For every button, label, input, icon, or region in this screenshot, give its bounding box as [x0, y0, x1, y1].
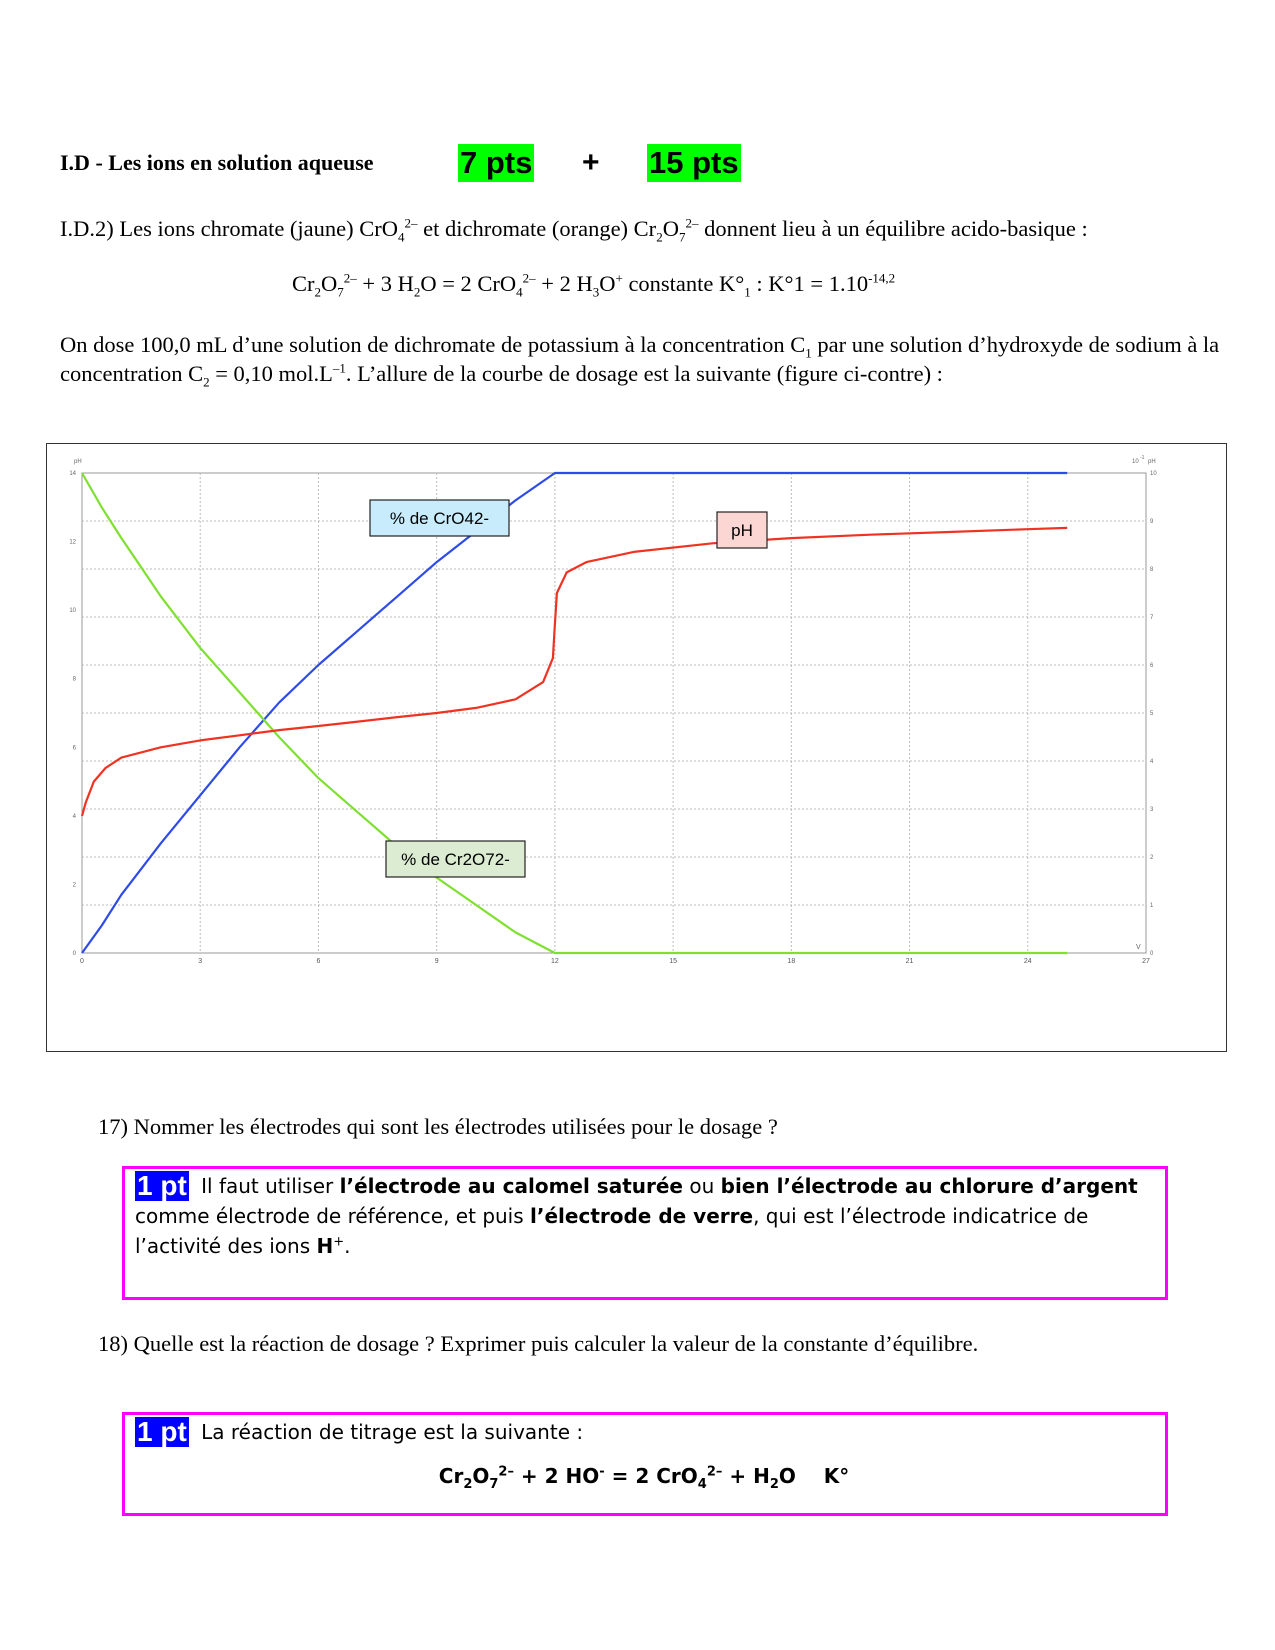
y-right-tick-label: 3	[1150, 807, 1154, 813]
y-right-tick-label: 1	[1150, 903, 1154, 909]
titration-chart	[47, 444, 1226, 1051]
intro-line: I.D.2) Les ions chromate (jaune) CrO$_4^{2-}$ et dichromate (orange) $Cr_2O_7^{2-}$ donnent lieu à un équilibre acido-basique :	[60, 215, 1088, 245]
plus-sign: +	[582, 146, 600, 179]
y-right-tick-label: 9	[1150, 519, 1154, 525]
x-tick-label: 24	[1023, 958, 1032, 965]
y-right-tick-label: 8	[1150, 567, 1154, 573]
x-tick-label: 6	[316, 958, 321, 965]
x-tick-label: 0	[80, 958, 84, 965]
y-left-tick-label: 6	[72, 745, 76, 752]
x-tick-label: 9	[434, 958, 439, 965]
y-left-tick-label: 0	[72, 951, 76, 957]
y-left-tick-label: 12	[69, 539, 76, 546]
section-title: I.D - Les ions en solution aqueuse	[60, 150, 374, 175]
legend-label-cro4: % de CrO42-	[389, 509, 490, 528]
points-badge-15: 15 pts	[649, 145, 739, 180]
y-left-axis-title: pH	[74, 459, 82, 465]
y-right-tick-label: 0	[1150, 951, 1154, 957]
y-right-tick-label: 4	[1150, 759, 1154, 765]
y-right-tick-label: 10	[1150, 471, 1157, 477]
question-18: 18) Quelle est la réaction de dosage ? Exprimer puis calculer la valeur de la constante d’équilibre.	[98, 1331, 979, 1356]
y-left-tick-label: 4	[72, 813, 76, 820]
question-17: 17) Nommer les électrodes qui sont les électrodes utilisées pour le dosage ?	[98, 1114, 778, 1139]
x-tick-label: 3	[198, 958, 203, 965]
y-right-axis-title: 10	[1132, 459, 1139, 465]
y-right-axis-title-exp: -1	[1140, 455, 1145, 461]
x-tick-label: 18	[787, 958, 796, 965]
y-left-tick-label: 10	[69, 608, 76, 615]
titration-reaction: $Cr_2O_7^{2-} + 2$ HO- = 2 $CrO_4^{2-} + H_2O$ K°	[438, 1464, 850, 1492]
equilibrium-equation: $Cr_2O_7^{2-} + 3$ $H_2O = 2$ CrO$_4^{2-}$ + 2 $H_3O^+$ constante $K^\circ_1$ : $K^\circ 1 = 1.10^{-14,2}$	[292, 270, 896, 300]
y-right-tick-label: 2	[1150, 855, 1154, 861]
y-right-tick-label: 7	[1150, 615, 1154, 621]
x-tick-label: 27	[1142, 958, 1150, 965]
answer-box-18: 1 pt La réaction de titrage est la suivante : $Cr_2O_7^{2-} + 2$ HO- = 2 $CrO_4^{2-} + H_2O$ K°	[122, 1412, 1168, 1516]
answer-box-17: 1 pt Il faut utiliser l’électrode au calomel saturée ou bien l’électrode au chlorure d’argent comme électrode de référence, et puis l’électrode de verre, qui est l’électrode indicatrice de l’activité des ions H+.	[122, 1166, 1168, 1300]
dosage-paragraph: On dose 100,0 mL d’une solution de dichromate de potassium à la concentration $C_1$ par une solution d’hydroxyde de sodium à la concentration $C_2 = 0,10$ $mol.L^{-1}$. L’allure de la courbe de dosage est la suivante (figure ci-contre) :	[60, 332, 1220, 390]
y-left-tick-label: 14	[69, 471, 76, 477]
legend-label-ph: pH	[731, 521, 753, 540]
y-right-tick-label: 6	[1150, 663, 1154, 669]
x-axis-title: V	[1136, 944, 1141, 951]
y-left-tick-label: 8	[72, 676, 76, 683]
chart-frame	[46, 443, 1227, 1052]
point-badge: 1 pt	[137, 1170, 187, 1201]
x-tick-label: 15	[669, 958, 678, 965]
y-right-tick-label: 5	[1150, 711, 1154, 717]
x-tick-label: 21	[905, 958, 914, 965]
x-tick-label: 12	[550, 958, 559, 965]
point-badge: 1 pt	[137, 1416, 187, 1447]
y-right-axis-title-unit: pH	[1148, 459, 1156, 465]
points-badge-7: 7 pts	[460, 145, 533, 180]
y-left-tick-label: 2	[72, 882, 76, 889]
legend-label-cr2o7: % de Cr2O72-	[401, 850, 510, 869]
